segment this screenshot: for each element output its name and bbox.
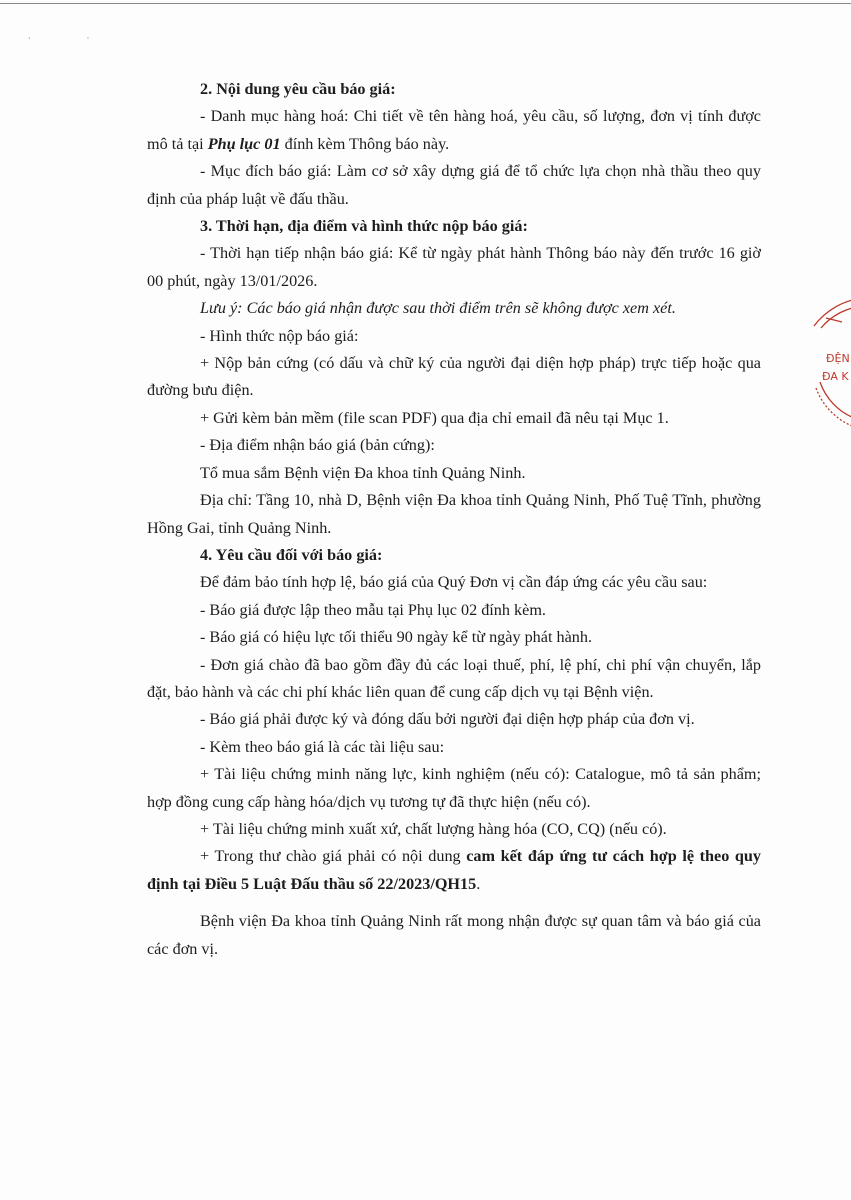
text-run: - Kèm theo báo giá là các tài liệu sau: (200, 737, 445, 756)
paragraph (147, 295, 761, 322)
text-run: - Danh mục hàng hoá: Chi tiết về tên hàng hoá, yêu cầu, số lượng, đơn vị tính được mô tả tại (147, 107, 761, 153)
paragraph (147, 761, 761, 816)
text-run: 2. Nội dung yêu cầu báo giá: (200, 80, 396, 98)
paragraph (147, 460, 761, 487)
paragraph (147, 569, 761, 596)
text-run: 4. Yêu cầu đối với báo giá: (200, 545, 383, 564)
paragraph (147, 908, 761, 963)
paragraph (147, 652, 761, 707)
paragraph (147, 432, 761, 459)
text-run: + Nộp bản cứng (có dấu và chữ ký của người đại diện hợp pháp) trực tiếp hoặc qua đường bưu điện. (147, 354, 761, 400)
text-run: - Đơn giá chào đã bao gồm đầy đủ các loại thuế, phí, lệ phí, chi phí vận chuyển, lắp đặt, bảo hành và các chi phí khác liên quan để cung cấp dịch vụ tại Bệnh viện. (147, 655, 761, 701)
paragraph (147, 405, 761, 432)
text-run: Lưu ý: Các báo giá nhận được sau thời điểm trên sẽ không được xem xét. (200, 299, 676, 318)
text-run: - Báo giá có hiệu lực tối thiểu 90 ngày kể từ ngày phát hành. (200, 628, 593, 647)
text-run: + Tài liệu chứng minh xuất xứ, chất lượng hàng hóa (CO, CQ) (nếu có). (200, 819, 667, 838)
bold-text: cam kết đáp ứng tư cách hợp lệ theo quy định tại Điều 5 Luật Đấu thầu số 22/2023/QH15 (147, 847, 762, 893)
text-run: + Trong thư chào giá phải có nội dung (200, 847, 467, 866)
text-run: - Thời hạn tiếp nhận báo giá: Kể từ ngày phát hành Thông báo này đến trước 16 giờ 00 phút, ngày 13/01/2026. (147, 244, 761, 290)
paragraph (147, 240, 761, 295)
scan-edge-line (0, 3, 851, 4)
text-run: Bệnh viện Đa khoa tỉnh Quảng Ninh rất mong nhận được sự quan tâm và báo giá của các đơn vị. (147, 912, 761, 958)
text-run: . (476, 874, 481, 893)
paragraph (147, 597, 761, 624)
scan-specks: · · (28, 34, 90, 43)
paragraph (147, 323, 761, 350)
stamp-text-2: ĐA K (822, 370, 849, 383)
text-run: Tổ mua sắm Bệnh viện Đa khoa tỉnh Quảng Ninh. (200, 463, 526, 482)
paragraph (147, 706, 761, 733)
text-run: - Địa điểm nhận báo giá (bản cứng): (200, 436, 435, 455)
text-run: - Mục đích báo giá: Làm cơ sở xây dựng giá để tổ chức lựa chọn nhà thầu theo quy định của pháp luật về đấu thầu. (147, 162, 761, 208)
appendix-reference: Phụ lục 01 (207, 134, 281, 153)
paragraph (147, 76, 761, 103)
paragraph (147, 158, 761, 213)
paragraph (147, 624, 761, 651)
paragraph (147, 542, 761, 569)
text-run: đính kèm Thông báo này. (280, 134, 450, 153)
paragraph (147, 487, 761, 542)
stamp-text-1: ĐỆN (826, 352, 850, 365)
text-run: - Báo giá phải được ký và đóng dấu bởi người đại diện hợp pháp của đơn vị. (200, 710, 695, 729)
red-seal-stamp (812, 292, 851, 432)
paragraph (147, 213, 761, 240)
paragraph (147, 816, 761, 843)
text-run: Địa chỉ: Tầng 10, nhà D, Bệnh viện Đa khoa tỉnh Quảng Ninh, Phố Tuệ Tĩnh, phường Hồng Gai, tỉnh Quảng Ninh. (147, 491, 761, 537)
text-run: + Tài liệu chứng minh năng lực, kinh nghiệm (nếu có): Catalogue, mô tả sản phẩm; hợp đồng cung cấp hàng hóa/dịch vụ tương tự đã thực hiện (nếu có). (147, 765, 761, 811)
text-run: - Hình thức nộp báo giá: (200, 326, 359, 345)
text-run: - Báo giá được lập theo mẫu tại Phụ lục 02 đính kèm. (200, 600, 546, 619)
paragraph (147, 843, 761, 898)
paragraph (147, 103, 761, 158)
text-run: Để đảm bảo tính hợp lệ, báo giá của Quý Đơn vị cần đáp ứng các yêu cầu sau: (200, 573, 708, 592)
paragraph (147, 350, 761, 405)
document-body (147, 76, 761, 963)
text-run: + Gửi kèm bản mềm (file scan PDF) qua địa chỉ email đã nêu tại Mục 1. (200, 408, 669, 427)
text-run: 3. Thời hạn, địa điểm và hình thức nộp báo giá: (200, 217, 528, 236)
paragraph (147, 734, 761, 761)
